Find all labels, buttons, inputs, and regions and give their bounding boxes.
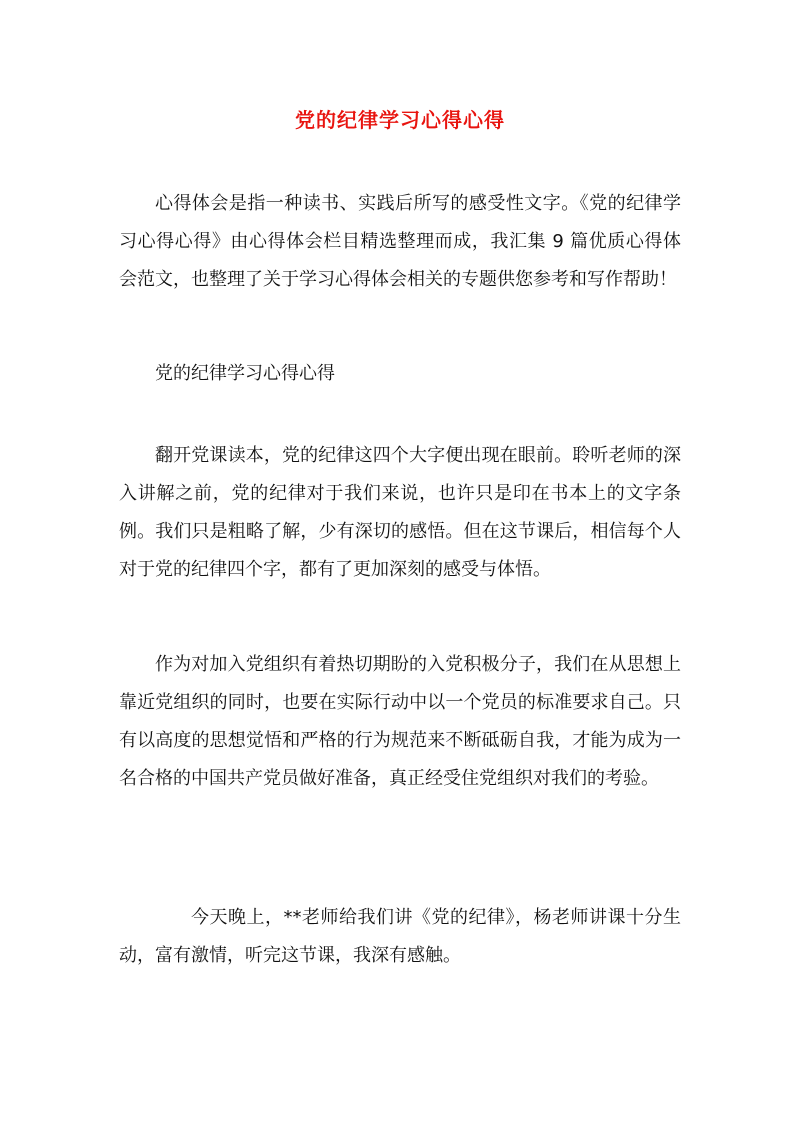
- body-paragraph: 今天晚上，**老师给我们讲《党的纪律》，杨老师讲课十分生动，富有激情，听完这节课，我深有感触。: [119, 907, 681, 966]
- section-heading: 党的纪律学习心得心得: [155, 363, 335, 384]
- document-title: 党的纪律学习心得心得: [295, 108, 505, 132]
- body-paragraph: 作为对加入党组织有着热切期盼的入党积极分子，我们在从思想上靠近党组织的同时，也要在实际行动中以一个党员的标准要求自己。只有以高度的思想觉悟和严格的行为规范来不断砥砺自我，才能为成为一名合格的中国共产党员做好准备，真正经受住党组织对我们的考验。: [119, 654, 681, 789]
- intro-paragraph: 心得体会是指一种读书、实践后所写的感受性文字。《党的纪律学习心得心得》由心得体会栏目精选整理而成，我汇集 9 篇优质心得体会范文，也整理了关于学习心得体会相关的专题供您参考和写作帮助！: [119, 193, 681, 290]
- body-paragraph: 翻开党课读本，党的纪律这四个大字便出现在眼前。聆听老师的深入讲解之前，党的纪律对于我们来说，也许只是印在书本上的文字条例。我们只是粗略了解，少有深切的感悟。但在这节课后，相信每个人对于党的纪律四个字，都有了更加深刻的感受与体悟。: [119, 445, 681, 580]
